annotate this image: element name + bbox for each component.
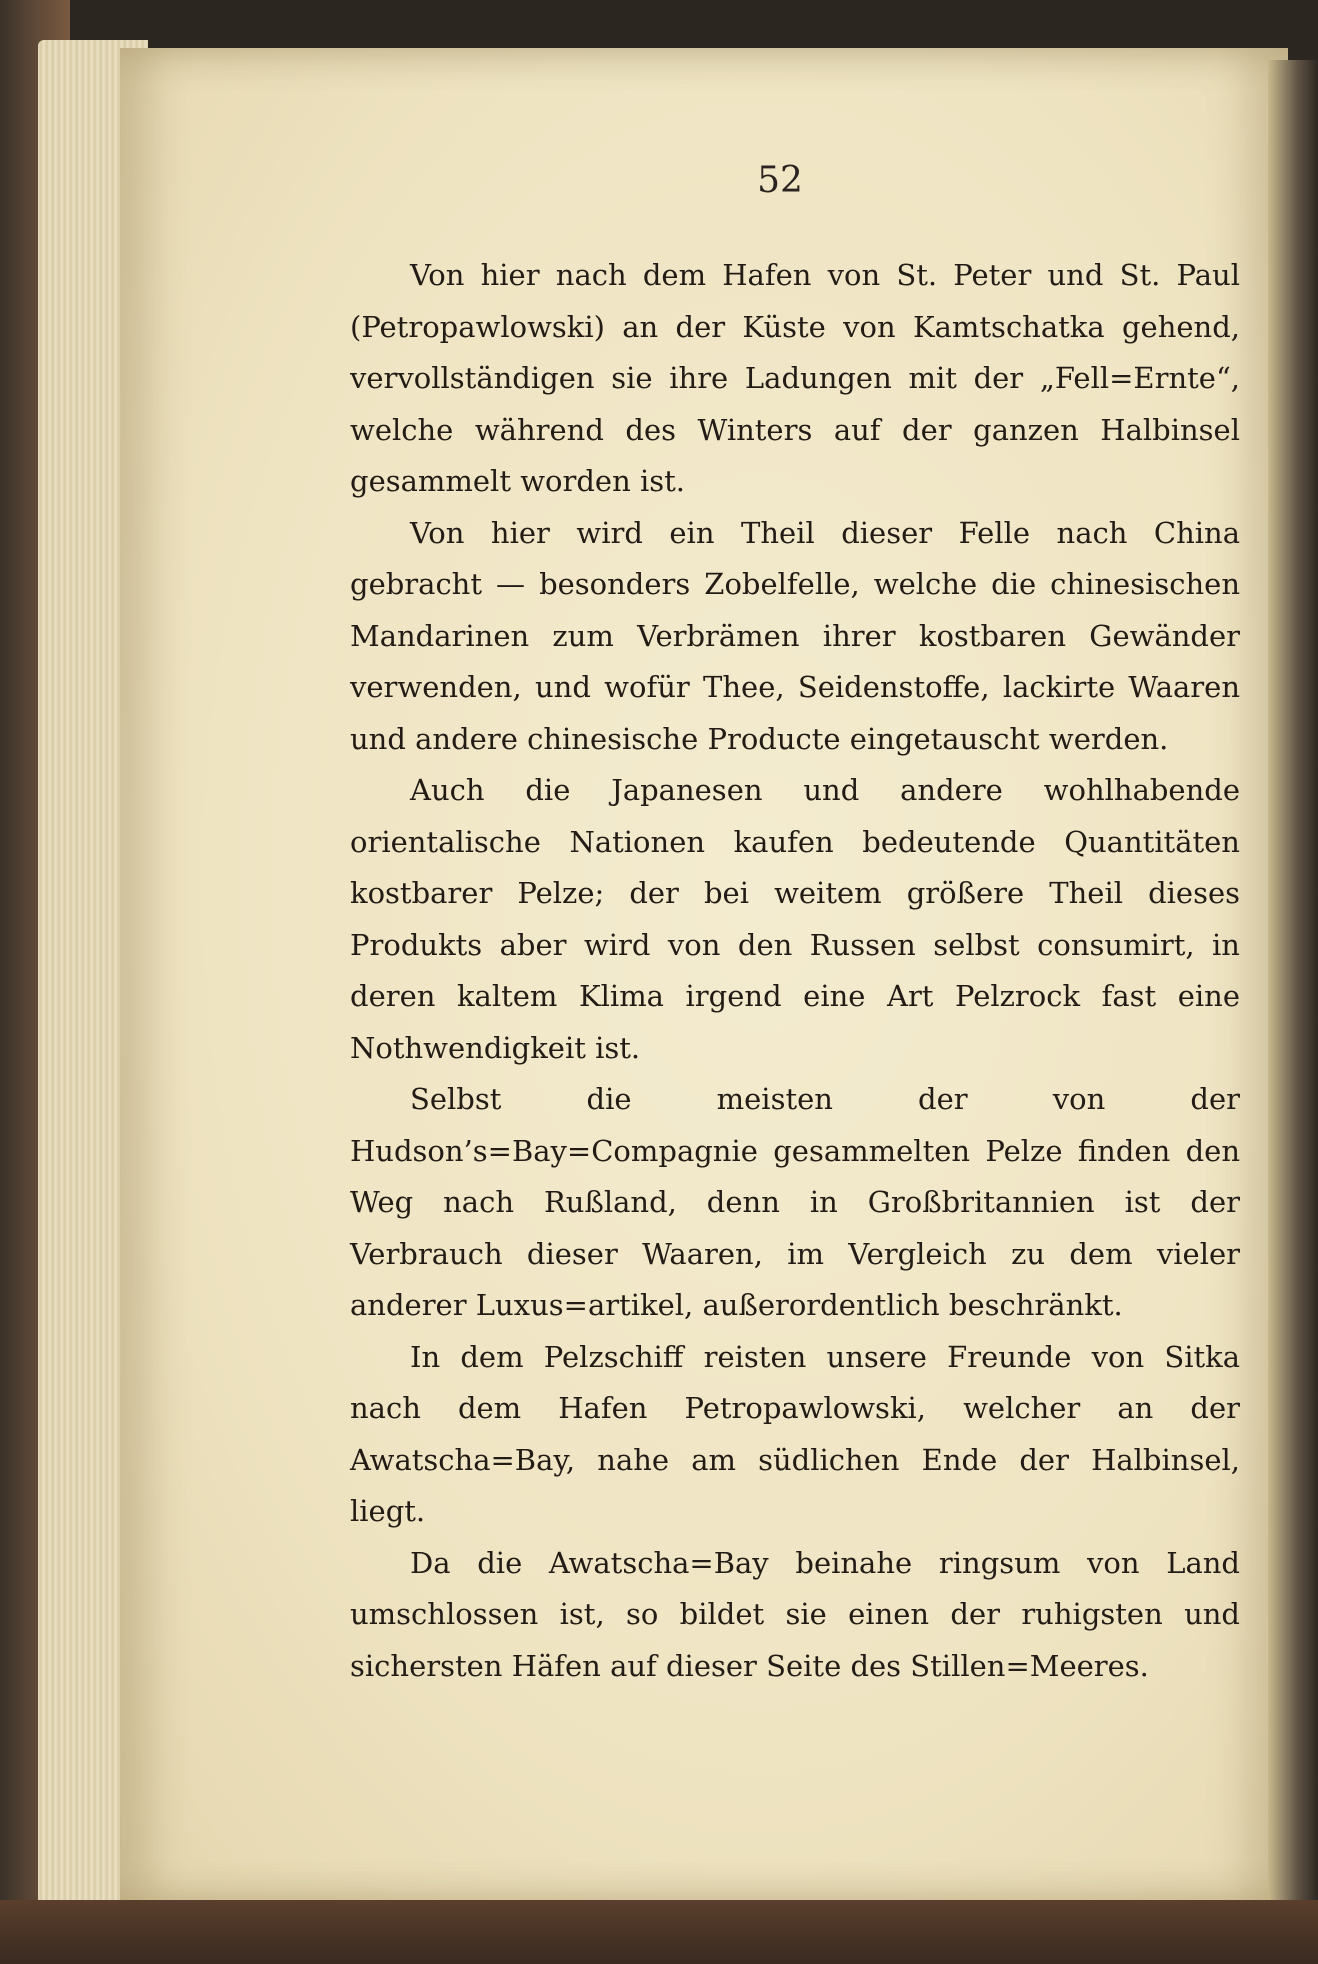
book-cover-bottom	[0, 1900, 1318, 1964]
paragraph-2: Von hier wird ein Theil dieser Felle nach China gebracht — besonders Zobelfelle, welche die chinesischen Mandarinen zum Verbrämen ihrer kostbaren Gewänder verwenden, und wofür Thee, Seidenstoffe, lackirte Waaren und andere chinesische Producte eingetauscht werden.	[350, 515, 1240, 756]
page-number-container	[700, 160, 860, 201]
paragraph-1: Von hier nach dem Hafen von St. Peter und St. Paul (Petropawlowski) an der Küste von Kamtschatka gehend, vervollständigen sie ihre Ladungen mit der „Fell=Ernte“, welche während des Winters auf der ganzen Halbinsel gesammelt worden ist.	[350, 258, 1240, 498]
page-number: 52	[757, 160, 803, 201]
paragraph-6: Da die Awatscha=Bay beinahe ringsum von Land umschlossen ist, so bildet sie einen der ruhigsten und sichersten Häfen auf dieser Seite des Stillen=Meeres.	[350, 1545, 1240, 1683]
body-text	[350, 250, 1240, 1692]
paragraph-5: In dem Pelzschiff reisten unsere Freunde von Sitka nach dem Hafen Petropawlowski, welcher an der Awatscha=Bay, nahe am südlichen Ende der Halbinsel, liegt.	[350, 1339, 1240, 1528]
book-gutter-right	[1268, 60, 1318, 1920]
paragraph-4: Selbst die meisten der von der Hudson’s=Bay=Compagnie gesammelten Pelze finden den Weg nach Rußland, denn in Großbritannien ist der Verbrauch dieser Waaren, im Vergleich zu dem vieler anderer Luxus=artikel, außerordentlich beschränkt.	[350, 1082, 1240, 1322]
paragraph-3: Auch die Japanesen und andere wohlhabende orientalische Nationen kaufen bedeutende Quantitäten kostbarer Pelze; der bei weitem größere Theil dieses Produkts aber wird von den Russen selbst consumirt, in deren kaltem Klima irgend eine Art Pelzrock fast eine Nothwendigkeit ist.	[350, 773, 1240, 1065]
